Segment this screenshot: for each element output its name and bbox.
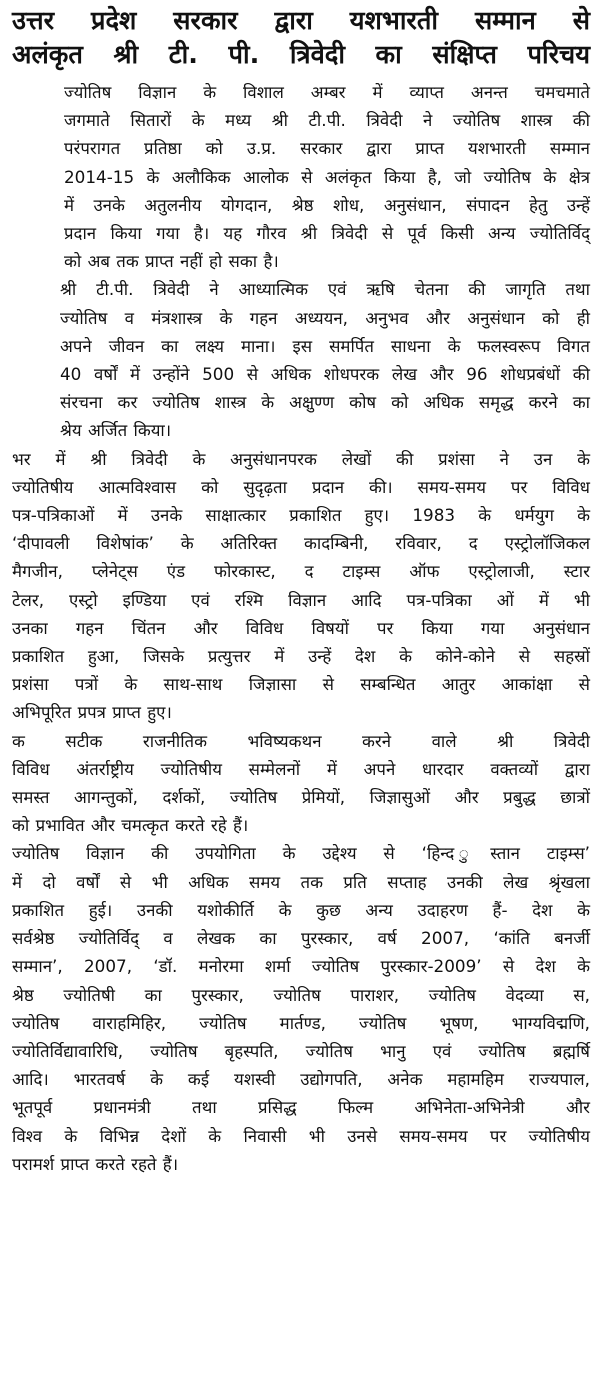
text-line: 2014-15 के अलौकिक आलोक से अलंकृत किया है, जो ज्योतिष के क्षेत्र (64, 166, 590, 187)
text-line: प्रकाशित हुआ, जिसके प्रत्युत्तर में उन्हें देश के कोने-कोने से सहस्रों (12, 646, 590, 667)
text-line: ज्योतिष वाराहमिहिर, ज्योतिष मार्तण्ड, ज्योतिष भूषण, भाग्यविद्मणि, (12, 1012, 590, 1033)
paragraph (12, 445, 590, 727)
page-title (12, 4, 590, 72)
text-line: ज्योतिष विज्ञान के विशाल अम्बर में व्याप्त अनन्त चमचमाते (64, 82, 590, 102)
text-line: मैगजीन, प्लेनेट्स एंड फोरकास्ट, द टाइम्स ऑफ एस्ट्रोलाजी, स्टार (12, 561, 590, 582)
text-line: भर में श्री त्रिवेदी के अनुसंधानपरक लेखों की प्रशंसा ने उन के (12, 448, 590, 469)
title-line-2: अलंकृत श्री टी. पी. त्रिवेदी का संक्षिप्त परिचय (12, 40, 590, 70)
text-line: परंपरागत प्रतिष्ठा को उ.प्र. सरकार द्वारा प्राप्त यशभारती सम्मान (64, 138, 590, 159)
text-line: सम्मान’, 2007, ‘डॉ. मनोरमा शर्मा ज्योतिष पुरस्कार-2009’ से देश के (12, 956, 590, 977)
paragraph (12, 839, 590, 1177)
text-line: अभिपूरित प्रपत्र प्राप्त हुए। (12, 702, 172, 723)
paragraph (12, 275, 590, 444)
text-line: ज्योतिष विज्ञान की उपयोगिता के उद्देश्य से ‘हिन्द ुस्तान टाइम्स’ (12, 843, 590, 864)
text-line: उनका गहन चिंतन और विविध विषयों पर किया गया अनुसंधान (12, 617, 590, 638)
text-line: ज्योतिर्विद्यावारिधि, ज्योतिष बृहस्पति, ज्योतिष भानु एवं ज्योतिष ब्रह्मर्षि (12, 1040, 590, 1061)
text-line: श्रेष्ठ ज्योतिषी का पुरस्कार, ज्योतिष पाराशर, ज्योतिष वेदव्या स, (12, 984, 590, 1005)
text-line: विविध अंतर्राष्ट्रीय ज्योतिषीय सम्मेलनों में अपने धारदार वक्तव्यों द्वारा (12, 758, 590, 779)
paragraph (12, 727, 590, 840)
article-body (12, 78, 590, 1178)
text-line: समस्त आगन्तुकों, दर्शकों, ज्योतिष प्रेमियों, जिज्ञासुओं और प्रबुद्ध छात्रों (12, 787, 590, 808)
text-line: श्रेय अर्जित किया। (60, 420, 172, 441)
text-line: पत्र-पत्रिकाओं में उनके साक्षात्कार प्रकाशित हुए। 1983 के धर्मयुग के (12, 505, 590, 526)
text-line: को प्रभावित और चमत्कृत करते रहे हैं। (12, 815, 249, 836)
text-line: जगमाते सितारों के मध्य श्री टी.पी. त्रिवेदी ने ज्योतिष शास्त्र की (64, 110, 590, 131)
text-line: में उनके अतुलनीय योगदान, श्रेष्ठ शोध, अनुसंधान, संपादन हेतु उन्हें (64, 194, 590, 215)
text-line: सर्वश्रेष्ठ ज्योतिर्विद् व लेखक का पुरस्कार, वर्ष 2007, ‘कांति बनर्जी (12, 928, 590, 949)
text-line: प्रकाशित हुई। उनकी यशोकीर्ति के कुछ अन्य उदाहरण हैं- देश के (12, 899, 590, 920)
text-line: आदि। भारतवर्ष के कई यशस्वी उद्योगपति, अनेक महामहिम राज्यपाल, (12, 1069, 590, 1090)
title-line-1: उत्तर प्रदेश सरकार द्वारा यशभारती सम्मान से (12, 6, 590, 36)
paragraph (12, 78, 590, 275)
text-line: परामर्श प्राप्त करते रहते हैं। (12, 1153, 179, 1174)
text-line: प्रशंसा पत्रों के साथ-साथ जिज्ञासा से सम्बन्धित आतुर आकांक्षा से (12, 674, 590, 695)
text-line: संरचना कर ज्योतिष शास्त्र के अक्षुण्ण कोष को अधिक समृद्ध करने का (60, 392, 590, 413)
text-line: विश्व के विभिन्न देशों के निवासी भी उनसे समय-समय पर ज्योतिषीय (12, 1125, 590, 1146)
text-line: भूतपूर्व प्रधानमंत्री तथा प्रसिद्ध फिल्म अभिनेता-अभिनेत्री और (12, 1097, 590, 1118)
text-line: प्रदान किया गया है। यह गौरव श्री त्रिवेदी से पूर्व किसी अन्य ज्योतिर्विद् (64, 223, 590, 244)
text-line: ज्योतिषीय आत्मविश्वास को सुदृढ़ता प्रदान की। समय-समय पर विविध (12, 476, 590, 497)
text-line: टेलर, एस्ट्रो इण्डिया एवं रश्मि विज्ञान आदि पत्र-पत्रिका ओं में भी (12, 589, 590, 610)
text-line: ‘दीपावली विशेषांक’ के अतिरिक्त कादम्बिनी, रविवार, द एस्ट्रोलॉजिकल (12, 533, 590, 554)
text-line: में दो वर्षों से भी अधिक समय तक प्रति सप्ताह उनकी लेख श्रृंखला (12, 871, 590, 892)
text-line: श्री टी.पी. त्रिवेदी ने आध्यात्मिक एवं ऋषि चेतना की जागृति तथा (60, 279, 590, 300)
text-line: 40 वर्षों में उन्होंने 500 से अधिक शोधपरक लेख और 96 शोधप्रबंधों की (60, 364, 590, 385)
text-line: क सटीक राजनीतिक भविष्यकथन करने वाले श्री त्रिवेदी (12, 730, 590, 751)
text-line: को अब तक प्राप्त नहीं हो सका है। (64, 251, 279, 272)
text-line: ज्योतिष व मंत्रशास्त्र के गहन अध्ययन, अनुभव और अनुसंधान को ही (60, 307, 590, 328)
text-line: अपने जीवन का लक्ष्य माना। इस समर्पित साधना के फलस्वरूप विगत (60, 335, 590, 356)
